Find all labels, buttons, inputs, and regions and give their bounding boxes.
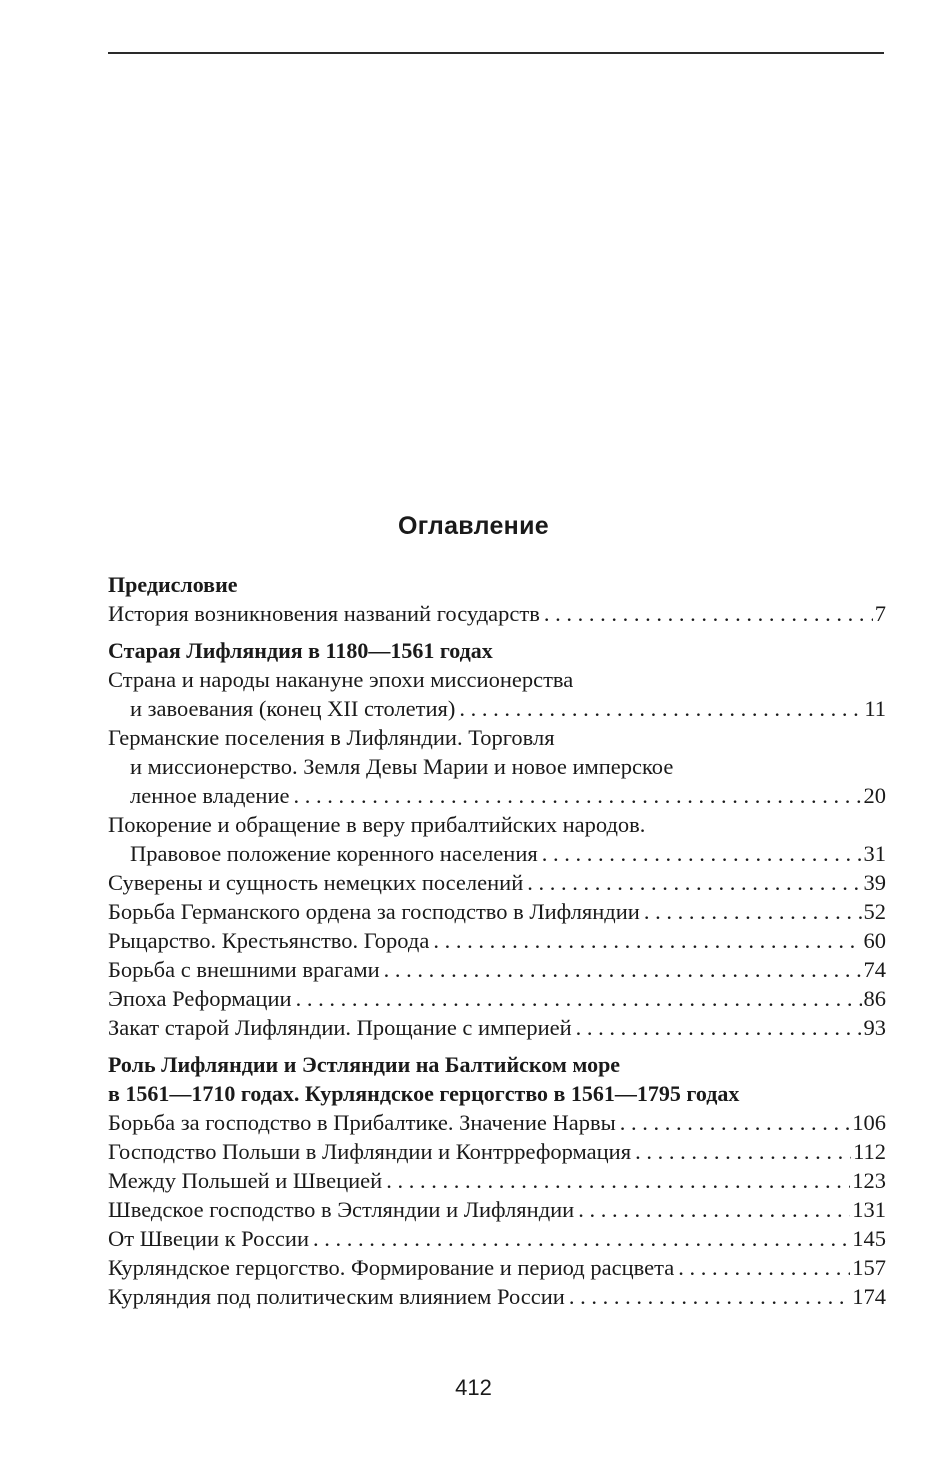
toc-page-ref: 145 — [852, 1226, 886, 1251]
section-title: Предисловие — [108, 572, 238, 597]
toc-entry-text: Правовое положение коренного населения — [130, 841, 538, 866]
toc-entry[interactable] — [108, 1108, 886, 1137]
dot-leader — [459, 694, 862, 723]
toc-page-ref: 60 — [863, 928, 886, 953]
dot-leader — [542, 839, 862, 868]
toc-page-ref: 86 — [863, 986, 886, 1011]
page-number: 412 — [455, 1375, 492, 1400]
toc-entry-text: Эпоха Реформации — [108, 986, 292, 1011]
dot-leader — [527, 868, 861, 897]
top-rule — [108, 52, 884, 54]
toc-entry-text: Борьба с внешними врагами — [108, 957, 380, 982]
toc-entry-text: Борьба за господство в Прибалтике. Значение Нарвы — [108, 1110, 616, 1135]
toc-entry[interactable] — [108, 868, 886, 897]
toc-page-ref: 31 — [863, 841, 886, 866]
section-title: Старая Лифляндия в 1180—1561 годах — [108, 638, 493, 663]
dot-leader — [644, 897, 862, 926]
toc-page-ref: 74 — [863, 957, 886, 982]
toc-entry-text: Закат старой Лифляндии. Прощание с империей — [108, 1015, 572, 1040]
toc-page-ref: 112 — [853, 1139, 886, 1164]
toc-entry-text: и завоевания (конец XII столетия) — [130, 696, 456, 721]
toc-page-ref: 106 — [852, 1110, 886, 1135]
toc-entry[interactable] — [108, 599, 886, 628]
toc-entry[interactable] — [108, 1195, 886, 1224]
section-title: в 1561—1710 годах. Курляндское герцогство в 1561—1795 годах — [108, 1081, 740, 1106]
toc-entry[interactable] — [108, 897, 886, 926]
toc-entry-text: Курляндское герцогство. Формирование и период расцвета — [108, 1255, 675, 1280]
dot-leader — [313, 1224, 850, 1253]
toc-entry-text: Германские поселения в Лифляндии. Торговля — [108, 725, 555, 750]
toc-page-ref: 157 — [852, 1255, 886, 1280]
toc-entry[interactable] — [108, 1224, 886, 1253]
toc-entry[interactable] — [108, 665, 886, 723]
section-title: Роль Лифляндии и Эстляндии на Балтийском море — [108, 1052, 621, 1077]
toc-entry-text: Покорение и обращение в веру прибалтийских народов. — [108, 812, 646, 837]
toc-page-ref: 131 — [852, 1197, 886, 1222]
toc-section — [108, 570, 886, 628]
dot-leader — [544, 599, 873, 628]
dot-leader — [678, 1253, 850, 1282]
toc-entry-text: Курляндия под политическим влиянием России — [108, 1284, 565, 1309]
dot-leader — [620, 1108, 851, 1137]
toc-entry[interactable] — [108, 1013, 886, 1042]
toc-page-ref: 7 — [874, 601, 886, 626]
dot-leader — [296, 984, 862, 1013]
toc-page-ref: 123 — [852, 1168, 886, 1193]
toc-entry-text: От Швеции к России — [108, 1226, 310, 1251]
toc-entry[interactable] — [108, 1166, 886, 1195]
toc-entry-text: Суверены и сущность немецких поселений — [108, 870, 524, 895]
toc-entry[interactable] — [108, 810, 886, 868]
toc-entry-text: Шведское господство в Эстляндии и Лифляндии — [108, 1197, 575, 1222]
toc-entry[interactable] — [108, 955, 886, 984]
toc-page-ref: 174 — [852, 1284, 886, 1309]
toc-entry[interactable] — [108, 1253, 886, 1282]
dot-leader — [386, 1166, 850, 1195]
toc-entry-text: Борьба Германского ордена за господство в Лифляндии — [108, 899, 640, 924]
toc-page-ref: 52 — [863, 899, 886, 924]
toc-page-ref: 93 — [863, 1015, 886, 1040]
toc-entry-text: Рыцарство. Крестьянство. Города — [108, 928, 430, 953]
toc-entry-text: Господство Польши в Лифляндии и Контрреформация — [108, 1139, 632, 1164]
toc-entry[interactable] — [108, 1137, 886, 1166]
dot-leader — [433, 926, 861, 955]
dot-leader — [576, 1013, 862, 1042]
toc-section — [108, 636, 886, 1042]
toc-entry-text: Между Польшей и Швецией — [108, 1168, 383, 1193]
dot-leader — [578, 1195, 850, 1224]
toc-page-ref: 20 — [863, 783, 886, 808]
dot-leader — [569, 1282, 850, 1311]
toc-entry-text: Страна и народы накануне эпохи миссионерства — [108, 667, 574, 692]
toc-entry-text: и миссионерство. Земля Девы Марии и новое имперское — [130, 754, 674, 779]
toc-page-ref: 39 — [863, 870, 886, 895]
toc-entry[interactable] — [108, 1282, 886, 1311]
dot-leader — [384, 955, 862, 984]
toc-section — [108, 1050, 886, 1311]
toc-entry-text: ленное владение — [130, 783, 290, 808]
dot-leader — [635, 1137, 851, 1166]
toc-entry[interactable] — [108, 926, 886, 955]
toc-page-ref: 11 — [864, 696, 886, 721]
toc-entry[interactable] — [108, 723, 886, 810]
toc-entry[interactable] — [108, 984, 886, 1013]
table-of-contents — [108, 570, 886, 1311]
dot-leader — [293, 781, 861, 810]
toc-entry-text: История возникновения названий государств — [108, 601, 540, 626]
toc-title: Оглавление — [398, 512, 549, 540]
